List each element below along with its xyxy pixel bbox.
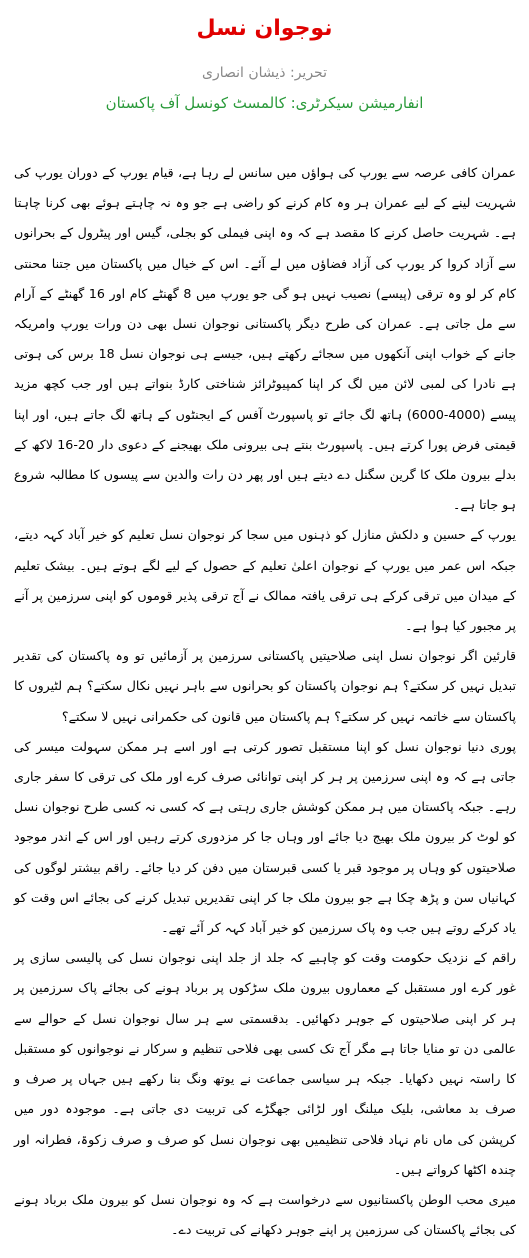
article-byline: تحریر: ذیشان انصاری: [202, 65, 327, 81]
paragraph: راقم کے نزدیک حکومت وقت کو چاہیے کہ جلد از جلد اپنی نوجوان نسل کی پالیسی سازی پر غور کرے اور مستقبل کے معماروں بیرون ملک سڑکوں پر برباد ہونے کی بجائے پاک سرزمین پر ہر کر اپنی صلاحیتوں کے جوہر دکھائیں۔ بدقسمتی سے ہر سال نوجوان نسل کے حوالے سے عالمی دن تو منایا جاتا ہے مگر آج تک کسی بھی فلاحی تنظیم و سرکار نے نوجوانوں کو مستقبل کا راستہ نہیں دکھایا۔ جبکہ ہر سیاسی جماعت نے یوتھ ونگ بنا رکھے ہیں جہاں پر صرف و صرف بد معاشی، بلیک میلنگ اور لڑائی جھگڑے کی تربیت دی جاتی ہے۔ موجودہ دور میں کرپشن کی ماں نام نہاد فلاحی تنظیمیں بھی نوجوان نسل کو صرف و صرف زکوۃ، فطرانہ اور چندہ اکٹھا کرواتے ہیں۔: [14, 950, 516, 1177]
paragraph: یورپ کے حسین و دلکش منازل کو ذہنوں میں سجا کر نوجوان نسل تعلیم کو خیر آباد کہہ دیتے، جبکہ اس عمر میں یورپ کے نوجوان اعلیٰ تعلیم کے حصول کے لیے لگے ہوتے ہیں۔ بیشک تعلیم کے میدان میں ترقی کرکے ہی ترقی یافتہ ممالک نے آج ترقی پذیر قوموں کو اپنی سرزمین پر آنے پر مجبور کیا ہوا ہے۔: [14, 527, 516, 634]
paragraph: قارئین اگر نوجوان نسل اپنی صلاحیتیں پاکستانی سرزمین پر آزمائیں تو وہ پاکستان کی تقدیر تبدیل نہیں کر سکتے؟ ہم نوجوان پاکستان کو بحرانوں سے باہر نہیں نکال سکتے؟ ہم لٹیروں کا پاکستان سے خاتمہ نہیں کر سکتے؟ ہم پاکستان میں قانون کی حکمرانی نہیں لا سکتے؟: [14, 648, 516, 724]
paragraph: عمران کافی عرصہ سے یورپ کی ہواؤں میں سانس لے رہا ہے، قیام یورپ کے دوران یورپ کی شہریت لینے کے لیے عمران ہر وہ کام کرنے کو راضی ہے جو وہ نہ چاہتے ہوئے بھی کرنا چاہتا ہے۔ شہریت حاصل کرنے کا مقصد ہے کہ وہ اپنی فیملی کو بجلی، گیس اور پیٹرول کے بحرانوں سے آزاد کروا کر یورپ کی آزاد فضاؤں میں لے آئے۔ اس کے خیال میں پاکستان میں جتنا محنتی کام کر لو وہ ترقی (پیسے) نصیب نہیں ہو گی جو یورپ میں 8 گھنٹے کام اور 16 گھنٹے کے آرام سے مل جاتی ہے۔ عمران کی طرح دیگر پاکستانی نوجوان نسل بھی دن ورات یورپ وامریکہ جانے کے خواب اپنی آنکھوں میں سجائے رکھتے ہیں، جیسے ہی نوجوان نسل 18 برس کی ہوتی ہے نادرا کی لمبی لائن میں لگ کر اپنا کمپیوٹرائز شناختی کارڈ بنواتے ہیں اور جب کچھ مزید پیسے (4000-6000) ہاتھ لگ جائے تو پاسپورٹ آفس کے ایجنٹوں کے ہاتھ لگ جاتے ہیں، اور اپنا قیمتی فرض پورا کرتے ہیں۔ پاسپورٹ بنتے ہی بیرونی ملک بھیجنے کے دعوی دار 20-16 لاکھ کے بدلے بیرون ملک کا گرین سگنل دے دیتے ہیں اور پھر دن رات والدین سے پیسوں کا مطالبہ شروع ہو جاتا ہے۔: [14, 165, 517, 513]
author-role: انفارمیشن سیکرٹری: کالمسٹ کونسل آف پاکستان: [105, 94, 424, 112]
paragraph: پوری دنیا نوجوان نسل کو اپنا مستقبل تصور کرتی ہے اور اسے ہر ممکن سہولت میسر کی جاتی ہے کہ وہ اپنی سرزمین پر ہر کر اپنی توانائی صرف کرے اور ملک کی ترقی کا سفر جاری رہے۔ جبکہ پاکستان میں ہر ممکن کوشش جاری رہتی ہے کہ کسی نہ کسی طرح نوجوان نسل کو لوٹ کر بیرون ملک بھیج دیا جائے اور وہاں جا کر مزدوری کرتے رہیں اور اس کے اندر موجود صلاحیتوں کو وہاں پر موجود قبر یا کسی قبرستان میں دفن کر دیا جائے۔ راقم بیشتر لوگوں کی کہانیاں سن و پڑھ چکا ہے جو بیرون ملک جا کر اپنی تقدیریں تبدیل کرنے کی بجائے اس وقت کو یاد کرکے روتے ہیں جب وہ پاک سرزمین کو خیر آباد کہہ کر آئے تھے۔: [14, 738, 516, 936]
article-body: [14, 158, 516, 1245]
paragraph: میری محب الوطن پاکستانیوں سے درخواست ہے کہ وہ نوجوان نسل کو بیرون ملک برباد ہونے کی بجائے پاکستان کی سرزمین پر اپنے جوہر دکھانے کی تربیت دے۔: [14, 1191, 516, 1238]
article-title: نوجوان نسل: [196, 16, 333, 41]
